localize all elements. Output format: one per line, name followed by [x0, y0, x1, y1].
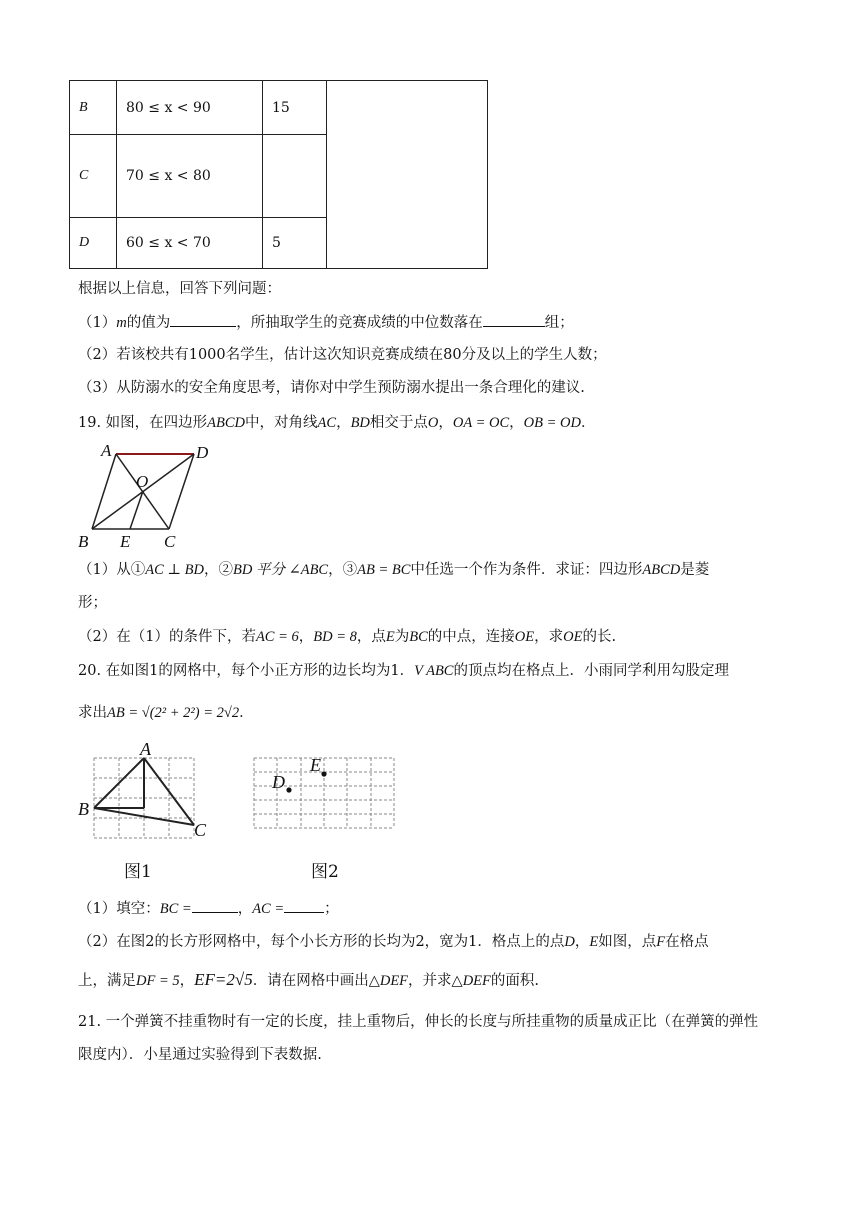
label-D: D: [272, 772, 285, 792]
grid-figure-1: [76, 738, 216, 886]
q20-stem-line2: 求出AB = √(2² + 2²) = 2√2．: [78, 705, 254, 721]
q20-stem-line1: 20. 在如图1的网格中，每个小正方形的边长均为1．V ABC的顶点均在格点上．小雨同学利用勾股定理: [78, 663, 729, 679]
label-A: A: [140, 739, 151, 759]
q19-part2: （2）在（1）的条件下，若AC = 6，BD = 8，点E为BC的中点，连接OE，求OE的长.: [78, 629, 617, 645]
grid-figure-2: [244, 748, 404, 886]
label-O: O: [136, 472, 149, 491]
q20-part1: （1）填空：BC = ，AC = ；: [78, 898, 339, 919]
q18-part3: （3）从防溺水的安全角度思考，请你对中学生预防溺水提出一条合理化的建议.: [78, 380, 585, 396]
q20-part2-line2: 上，满足DF = 5，EF=2√5．请在网格中画出△DEF，并求△DEF的面积.: [78, 970, 539, 989]
answer-blank[interactable]: [483, 312, 545, 327]
answer-blank[interactable]: [284, 898, 324, 913]
fig1-caption: 图1: [124, 862, 152, 882]
answer-blank[interactable]: [170, 312, 236, 327]
q21-line1: 21. 一个弹簧不挂重物时有一定的长度，挂上重物后，伸长的长度与所挂重物的质量成正比（在弹簧的弹性: [78, 1014, 759, 1030]
label-E: E: [120, 532, 131, 551]
q19-part1-line1: （1）从①AC ⊥ BD，②BD 平分 ∠ABC，③AB = BC中任选一个作为条件．求证：四边形ABCD是菱: [78, 562, 710, 578]
q19-stem: 19. 如图，在四边形ABCD中，对角线AC，BD相交于点O，OA = OC，OB = OD．: [78, 415, 596, 431]
label-B: B: [78, 799, 89, 819]
answer-blank[interactable]: [192, 898, 238, 913]
q18-part2: （2）若该校共有1000名学生，估计这次知识竞赛成绩在80分及以上的学生人数；: [78, 347, 607, 363]
q18-part1: （1）m的值为 ，所抽取学生的竞赛成绩的中位数落在 组；: [78, 312, 574, 333]
range-cell: 60 ≤ x < 70: [117, 218, 263, 269]
q20-part2-line1: （2）在图2的长方形网格中，每个小长方形的长均为2，宽为1．格点上的点D，E如图，点F在格点: [78, 934, 709, 950]
q19-part1-line2: 形；: [78, 595, 107, 611]
count-cell: [263, 135, 327, 218]
range-cell: 80 ≤ x < 90: [117, 81, 263, 135]
fig2-caption: 图2: [311, 862, 339, 882]
group-cell: D: [70, 218, 117, 269]
label-B: B: [78, 532, 89, 551]
q18-intro: 根据以上信息，回答下列问题：: [78, 281, 281, 297]
q21-line2: 限度内）．小星通过实验得到下表数据.: [78, 1047, 322, 1063]
range-cell: 70 ≤ x < 80: [117, 135, 263, 218]
label-E: E: [310, 755, 321, 775]
label-C: C: [194, 820, 207, 840]
table-row: [70, 81, 488, 135]
point-E: [321, 771, 326, 776]
point-D: [286, 787, 291, 792]
score-group-table: [69, 80, 488, 269]
count-cell: 5: [263, 218, 327, 269]
blank-cell: [327, 81, 488, 269]
parallelogram-figure: [72, 438, 222, 554]
label-D: D: [196, 443, 209, 462]
label-A: A: [101, 441, 112, 460]
count-cell: 15: [263, 81, 327, 135]
group-cell: C: [70, 135, 117, 218]
label-C: C: [164, 532, 176, 551]
group-cell: B: [70, 81, 117, 135]
